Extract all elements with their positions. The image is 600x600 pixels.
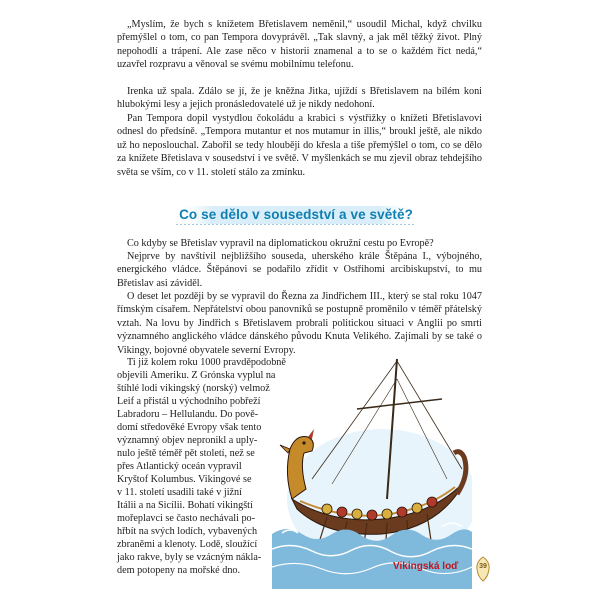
- text-line: Kryštof Kolumbus. Vikingové se: [117, 474, 252, 485]
- figure-caption: Vikingská loď: [393, 561, 459, 572]
- text-line: hřbít na svých lodích, vybavených: [117, 526, 258, 537]
- text-line: Itálii a na Sicílii. Bohatí vikingští: [117, 500, 253, 511]
- text-line: přes Atlantický oceán vypravil: [117, 461, 242, 472]
- text-line: dem potopeny na mořské dno.: [117, 565, 241, 576]
- viking-ship-illustration: [272, 349, 472, 589]
- text-line: významný objev nepronikl a uply-: [117, 435, 258, 446]
- text-line: Ti již kolem roku 1000 pravděpodobně: [127, 357, 286, 368]
- paragraph-stepan: Nejprve by navštívil nejbližšího souseda, uherského krále Štěpána I., výbojného, energického vládce. Štěpánovi se podařilo zřídit v Ostřihomi arcibiskupství, to mu Břetislav asi záviděl.: [117, 251, 482, 289]
- text-line: zbraněmi a klenoty. Lodě, sloužící: [117, 539, 258, 550]
- text-line: Labradoru – Hellulandu. Do pově-: [117, 409, 259, 420]
- paragraph-tempora: Pan Tempora dopil vystydlou čokoládu a krabici s výstřižky o knížeti Břetislavovi odnesl do předsíně. „Tempora mutantur et nos mutamur in illis,“ broukl ještě, ale nikdo už ho neposlouchal. Zabořil se tedy hlouběji do křesla a tiše přemýšlel o tom, co se dělo za knížete Břetislava v sousedství i ve světě. V myšlenkách se mu zjevil obraz tehdejšího světa se vším, co v 11. století stálo za zmínku.: [117, 113, 482, 178]
- text-line: štíhlé lodi vikingský (norský) velmož: [117, 383, 270, 394]
- paragraph-jindrich: O deset let později by se vypravil do Řezna za Jindřichem III., který se stal roku 1047 římským císařem. Nepřátelství obou panovníků se postupně proměnilo v téměř přátelský vztah. Na lovu by Jindřich s Břetislavem probrali politickou situaci v Anglii po smrti významného anglického vládce dánského původu Knuta Velikého. Zajímali by se také o Vikingy, bojovné obyvatele severní Evropy.: [117, 291, 482, 356]
- page-number-badge: [474, 556, 492, 582]
- text-line: mořeplavci se často nechávali po-: [117, 513, 256, 524]
- paragraph-question: Co kdyby se Břetislav vypravil na diplomatickou okružní cestu po Evropě?: [127, 238, 434, 249]
- text-line: v 11. století usadili také v jižní: [117, 487, 242, 498]
- text-line: nulo ještě téměř pět století, než se: [117, 448, 255, 459]
- paragraph-michal: „Myslím, že bych s knížetem Břetislavem neměnil,“ usoudil Michal, když chvilku přemýšlel o tom, co pan Tempora dovyprávěl. „Tak slavný, a jak měl těžký život. Plný nepohodlí a trápení. Ale zase něco v historii znamenal a to se o každém říct nedá,“ uzavřel rozpravu a věnoval se svému mobilnímu telefonu.: [117, 19, 482, 71]
- text-line: Leif a přistál u východního pobřeží: [117, 396, 261, 407]
- text-line: objevili Ameriku. Z Grónska vyplul na: [117, 370, 276, 381]
- section-banner: [176, 204, 416, 226]
- text-line: jako rakve, byly se vzácným náklа-: [117, 552, 262, 563]
- paragraph-irenka: Irenka už spala. Zdálo se jí, že je kněžna Jitka, ujíždí s Břetislavem na bílém koni hlubokými lesy a jejich pronásledovatelé už je nikdy nedohoní.: [117, 86, 482, 111]
- text-line: domí středověké Evropy však tento: [117, 422, 262, 433]
- section-title: Co se dělo v sousedství a ve světě?: [179, 207, 413, 222]
- page-number: 39: [479, 563, 487, 570]
